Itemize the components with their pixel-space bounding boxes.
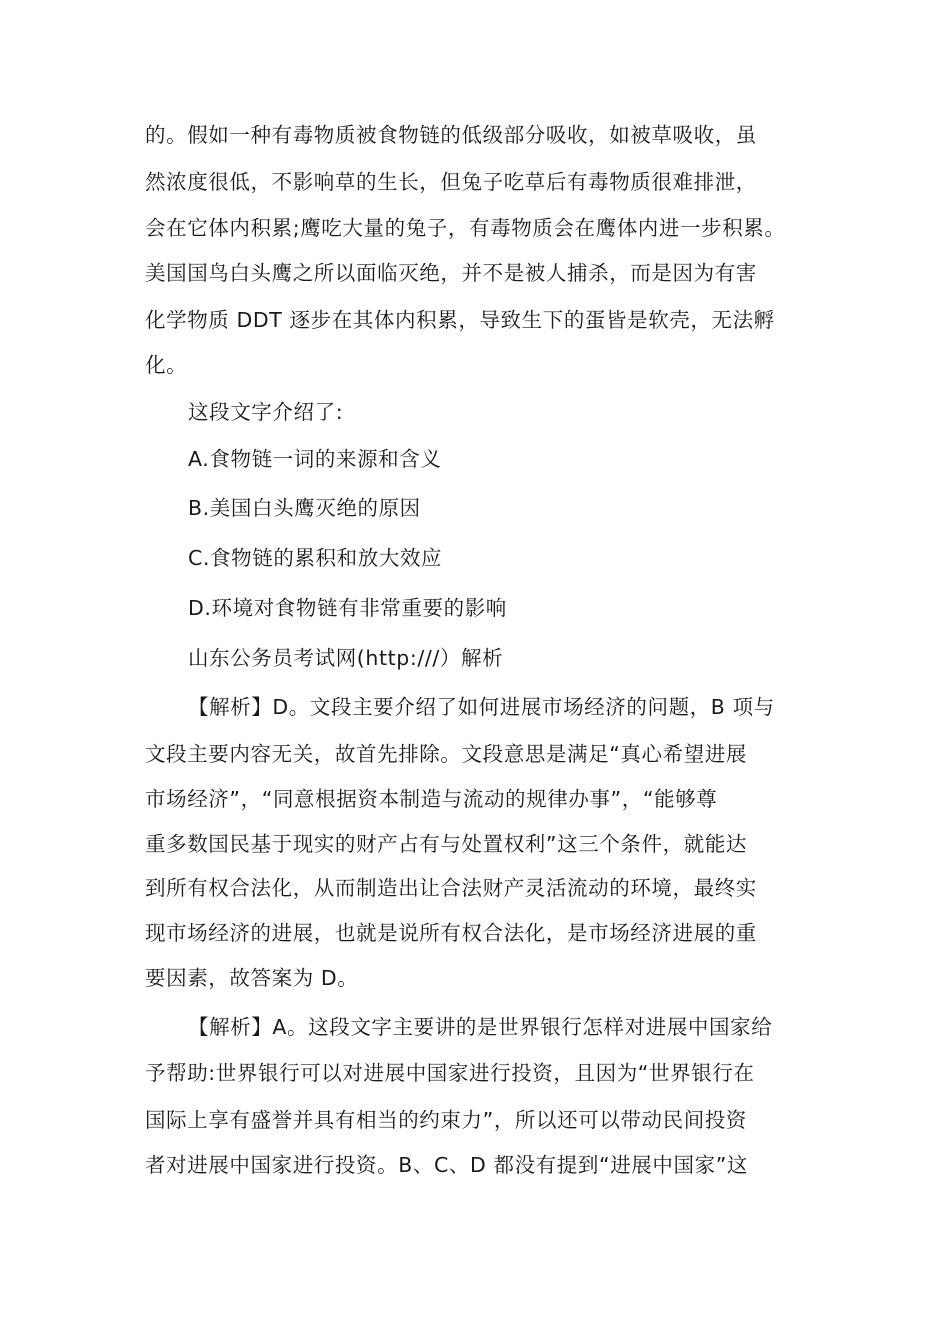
analysis-line: 市场经济”，“同意根据资本制造与流动的规律办事”，“能够尊 bbox=[145, 787, 718, 811]
analysis-line: 现市场经济的进展，也就是说所有权合法化，是市场经济进展的重 bbox=[145, 921, 757, 945]
analysis-line: 【解析】D。文段主要介绍了如何进展市场经济的问题，B 项与 bbox=[188, 695, 775, 719]
paragraph-line: 会在它体内积累;鹰吃大量的兔子，有毒物质会在鹰体内进一步积累。 bbox=[145, 216, 786, 240]
analysis-line: 予帮助:世界银行可以对进展中国家进行投资，且因为“世界银行在 bbox=[145, 1061, 755, 1085]
analysis-line: 重多数国民基于现实的财产占有与处置权利”这三个条件，就能达 bbox=[145, 832, 748, 856]
analysis-line: 【解析】A。这段文字主要讲的是世界银行怎样对进展中国家给 bbox=[188, 1015, 773, 1039]
option-c: C.食物链的累积和放大效应 bbox=[188, 546, 443, 570]
option-a: A.食物链一词的来源和含义 bbox=[188, 447, 442, 471]
analysis-line: 要因素，故答案为 D。 bbox=[145, 966, 359, 990]
analysis-line: 文段主要内容无关，故首先排除。文段意思是满足“真心希望进展 bbox=[145, 742, 748, 766]
question-text: 这段文字介绍了: bbox=[188, 400, 344, 424]
analysis-line: 者对进展中国家进行投资。B、C、D 都没有提到“进展中国家”这 bbox=[145, 1153, 749, 1177]
paragraph-line: 美国国鸟白头鹰之所以面临灭绝，并不是被人捕杀，而是因为有害 bbox=[145, 261, 757, 285]
option-b: B.美国白头鹰灭绝的原因 bbox=[188, 496, 421, 520]
paragraph-line: 化。 bbox=[145, 353, 188, 377]
paragraph-line: 然浓度很低，不影响草的生长，但兔子吃草后有毒物质很难排泄， bbox=[145, 170, 757, 194]
analysis-line: 国际上享有盛誉并具有相当的约束力”，所以还可以带动民间投资 bbox=[145, 1108, 748, 1132]
paragraph-line: 化学物质 DDT 逐步在其体内积累，导致生下的蛋皆是软壳，无法孵 bbox=[145, 308, 775, 332]
option-d: D.环境对食物链有非常重要的影响 bbox=[188, 596, 507, 620]
paragraph-line: 的。假如一种有毒物质被食物链的低级部分吸收，如被草吸收，虽 bbox=[145, 123, 757, 147]
source-line: 山东公务员考试网(http:///）解析 bbox=[188, 646, 504, 670]
analysis-line: 到所有权合法化，从而制造出让合法财产灵活流动的环境，最终实 bbox=[145, 876, 757, 900]
